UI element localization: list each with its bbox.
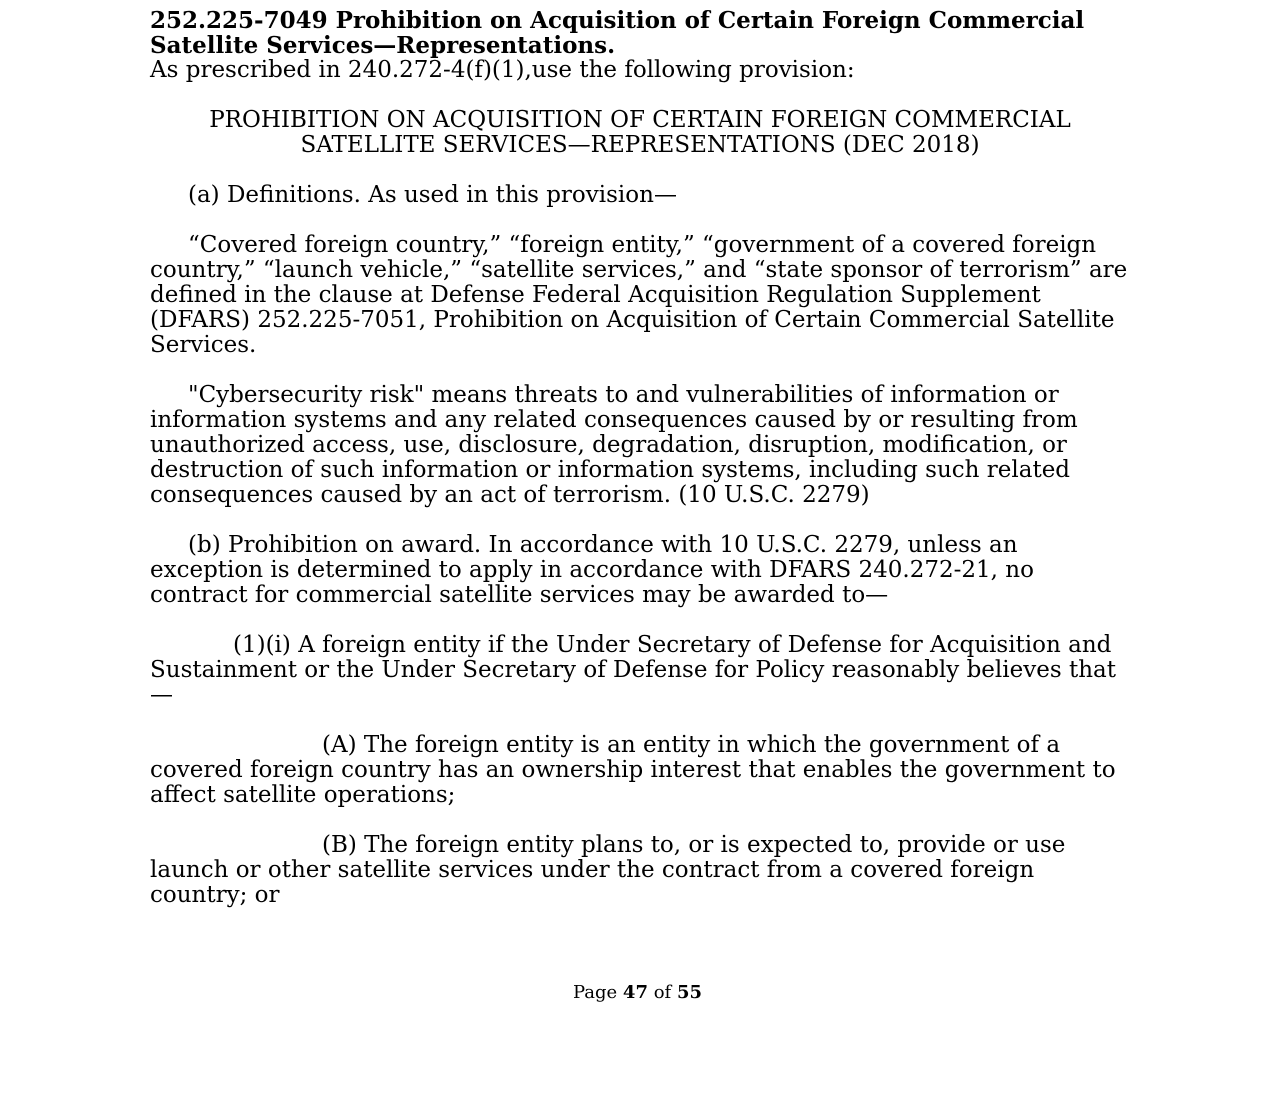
paragraph-b-prohibition: (b) Prohibition on award. In accordance with 10 U.S.C. 2279, unless an exception is determined to apply in accordance with DFARS 240.272-21, no contract for commercial satellite services may be awarded to— [150,532,1034,608]
paragraph-a-definitions: (a) Definitions. As used in this provision— [188,182,677,208]
section-heading: 252.225-7049 Prohibition on Acquisition of Certain Foreign Commercial Satellite Services—Representations. [150,7,1085,59]
page-footer [0,982,1275,1004]
paragraph-covered-foreign-country: “Covered foreign country,” “foreign entity,” “government of a covered foreign country,” “launch vehicle,” “satellite services,” and “state sponsor of terrorism” are defined in the clause at Defense Federal Acquisition Regulation Supplement (DFARS) 252.225-7051, Prohibition on Acquisition of Certain Commercial Satellite Services. [150,232,1128,358]
of-label: of [653,982,672,1003]
provision-title: PROHIBITION ON ACQUISITION OF CERTAIN FOREIGN COMMERCIAL SATELLITE SERVICES—REPRESENTATIONS (DEC 2018) [209,107,1071,158]
paragraph-cybersecurity-risk: "Cybersecurity risk" means threats to and vulnerabilities of information or information systems and any related consequences caused by or resulting from unauthorized access, use, disclosure, degradation, disruption, modification, or destruction of such information or information systems, including such related consequences caused by an act of terrorism. (10 U.S.C. 2279) [150,382,1078,508]
document-page [150,8,1130,933]
prescription-line: As prescribed in 240.272-4(f)(1),use the following provision: [150,57,855,83]
paragraph-B: (B) The foreign entity plans to, or is expected to, provide or use launch or other satellite services under the contract from a covered foreign country; or [150,832,1066,908]
total-pages: 55 [676,982,703,1003]
paragraph-A: (A) The foreign entity is an entity in which the government of a covered foreign country has an ownership interest that enables the government to affect satellite operations; [150,732,1116,808]
paragraph-1-i: (1)(i) A foreign entity if the Under Secretary of Defense for Acquisition and Sustainment or the Under Secretary of Defense for Policy reasonably believes that— [150,632,1116,708]
page-label: Page [572,982,618,1003]
page-number: 47 [622,982,648,1003]
